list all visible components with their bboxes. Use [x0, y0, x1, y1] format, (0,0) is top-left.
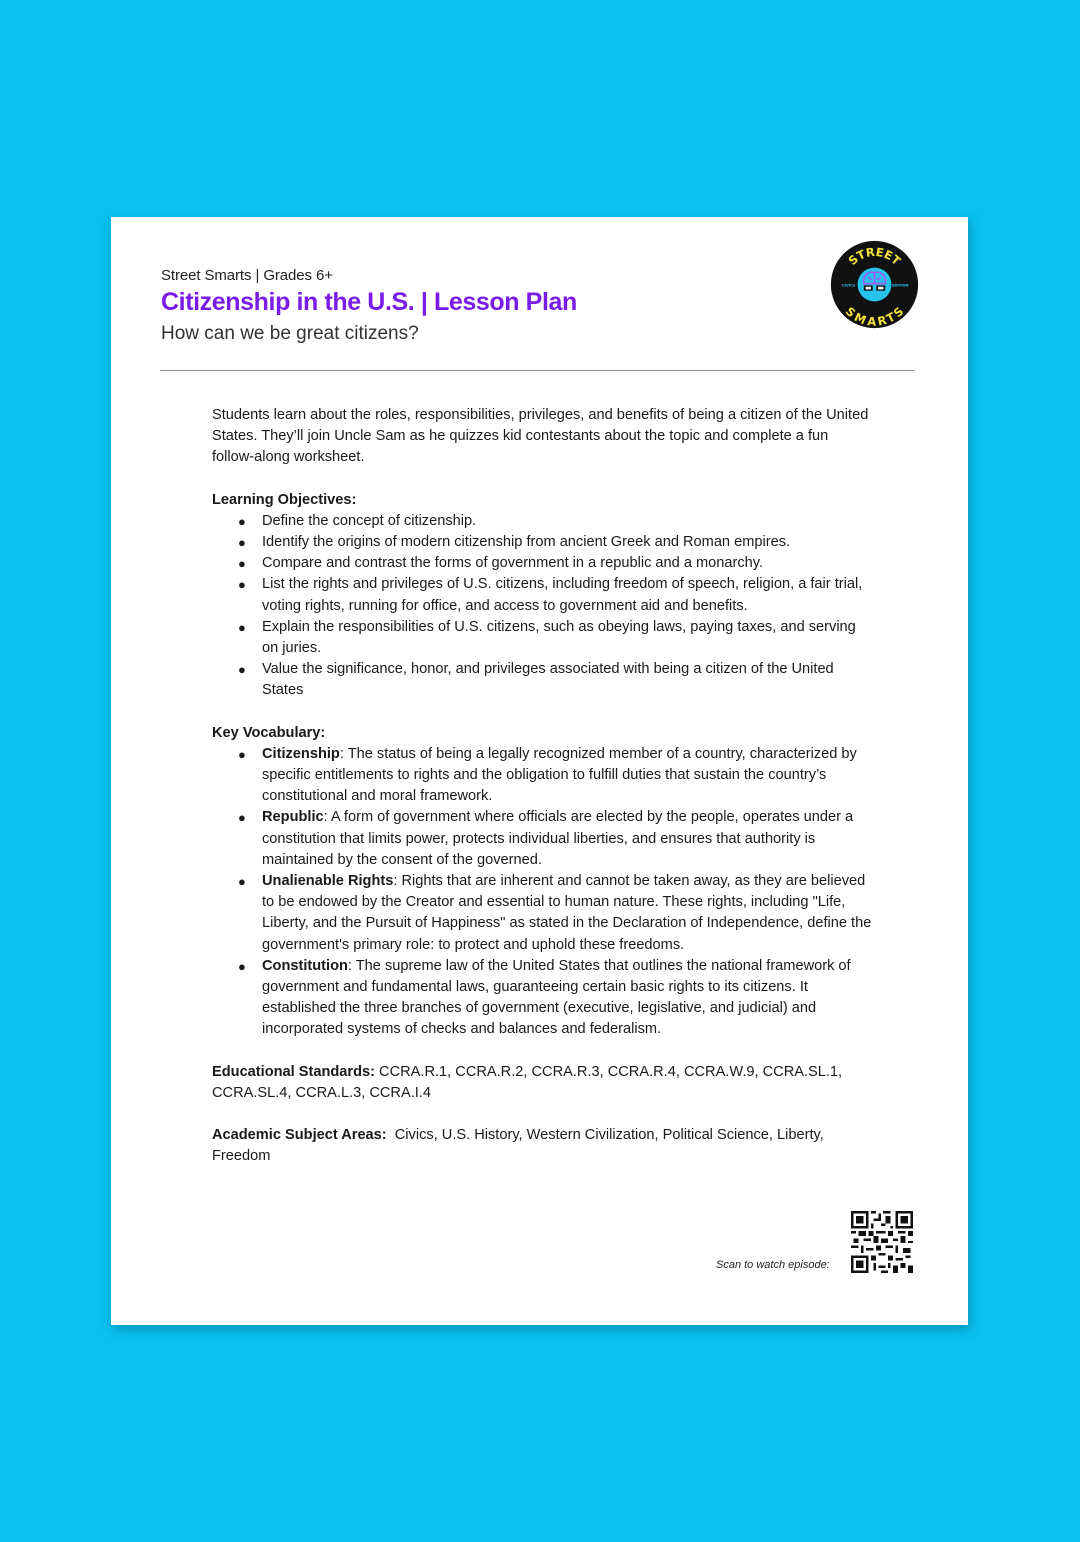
list-item: ● Explain the responsibilities of U.S. citizens, such as obeying laws, paying taxes, and serving on juries.	[238, 618, 856, 657]
scan-label: Scan to watch episode:	[716, 1259, 830, 1271]
vocabulary-item	[212, 871, 872, 956]
list-item: ● Identify the origins of modern citizenship from ancient Greek and Roman empires.	[212, 532, 872, 553]
logo-bottom-text: SMARTS	[842, 304, 907, 329]
series-kicker: Street Smarts | Grades 6+	[161, 267, 333, 284]
logo-left-text: CIVICS	[842, 283, 856, 288]
bullet-icon: ●	[238, 513, 246, 529]
vocabulary-item	[212, 956, 872, 1041]
vocabulary-item	[212, 744, 872, 808]
header	[161, 267, 577, 345]
bullet-icon: ●	[238, 958, 246, 974]
vocabulary-term: Constitution	[262, 957, 348, 974]
bullet-icon: ●	[238, 810, 246, 826]
list-item: ● Compare and contrast the forms of government in a republic and a monarchy.	[212, 553, 872, 574]
vocabulary-term: Citizenship	[262, 745, 340, 762]
vocabulary-list	[212, 744, 872, 1041]
subjects-value: Civics, U.S. History, Western Civilization, Political Science, Liberty, Freedom	[212, 1127, 828, 1165]
subjects-paragraph	[212, 1125, 872, 1167]
objectives-heading: Learning Objectives:	[212, 491, 357, 508]
subjects-label: Academic Subject Areas:	[212, 1127, 387, 1144]
bullet-icon: ●	[238, 535, 246, 551]
lesson-content	[212, 405, 872, 1168]
vocabulary-heading: Key Vocabulary:	[212, 724, 326, 741]
vocabulary-definition: : The supreme law of the United States that outlines the national framework of government and fundamental laws, guaranteeing certain basic rights to its citizens. It established the three branches of government (executive, legislative, and judicial) and incorporated systems of checks and balances and federalism.	[262, 957, 851, 1038]
page-subtitle: How can we be great citizens?	[161, 323, 419, 344]
street-smarts-logo-icon	[830, 240, 919, 329]
standards-label: Educational Standards:	[212, 1063, 375, 1080]
lesson-plan-page	[111, 217, 968, 1325]
list-item: ● Value the significance, honor, and privileges associated with being a citizen of the United States	[238, 661, 834, 699]
standards-value: CCRA.R.1, CCRA.R.2, CCRA.R.3, CCRA.R.4, CCRA.W.9, CCRA.SL.1, CCRA.SL.4, CCRA.L.3, CCRA.I.4	[212, 1063, 847, 1101]
intro-paragraph: Students learn about the roles, responsibilities, privileges, and benefits of being a citizen of the United States. They’ll join Uncle Sam as he quizzes kid contestants about the topic and complete a fun follow-along worksheet.	[212, 407, 869, 466]
objectives-list	[212, 511, 872, 702]
logo-right-text: EDITION	[892, 283, 909, 288]
vocabulary-definition: : The status of being a legally recognized member of a country, characterized by specific entitlements to rights and the obligation to fulfill duties that sustain the country’s constitutional and moral framework.	[262, 745, 857, 805]
page-title: Citizenship in the U.S. | Lesson Plan	[161, 288, 577, 316]
bullet-icon: ●	[238, 619, 246, 635]
vocabulary-item	[212, 807, 872, 871]
qr-code-icon[interactable]	[851, 1211, 913, 1273]
standards-paragraph	[212, 1062, 872, 1104]
bullet-icon: ●	[238, 556, 246, 572]
list-item: ● Define the concept of citizenship.	[212, 511, 872, 532]
bullet-icon: ●	[238, 746, 246, 762]
bullet-icon: ●	[238, 874, 246, 890]
vocabulary-definition: : A form of government where officials are elected by the people, operates under a constitution that limits power, protects individual liberties, and ensures that authority is maintained by the consent of the governed.	[262, 809, 854, 868]
vocabulary-term: Unalienable Rights	[262, 873, 394, 890]
vocabulary-definition: : Rights that are inherent and cannot be taken away, as they are believed to be endowed by the Creator and essential to human nature. These rights, including "Life, Liberty, and the Pursuit of Happiness" as stated in the Declaration of Independence, define the government's primary role: to protect and uphold these freedoms.	[262, 873, 872, 953]
list-item: ● List the rights and privileges of U.S. citizens, including freedom of speech, religion, a fair trial, voting rights, running for office, and access to government aid and benefits.	[238, 576, 863, 614]
bullet-icon: ●	[238, 577, 246, 593]
vocabulary-term: Republic	[262, 809, 324, 826]
logo-top-text: STREET	[845, 244, 904, 268]
bullet-icon: ●	[238, 662, 246, 678]
header-divider	[160, 370, 914, 371]
